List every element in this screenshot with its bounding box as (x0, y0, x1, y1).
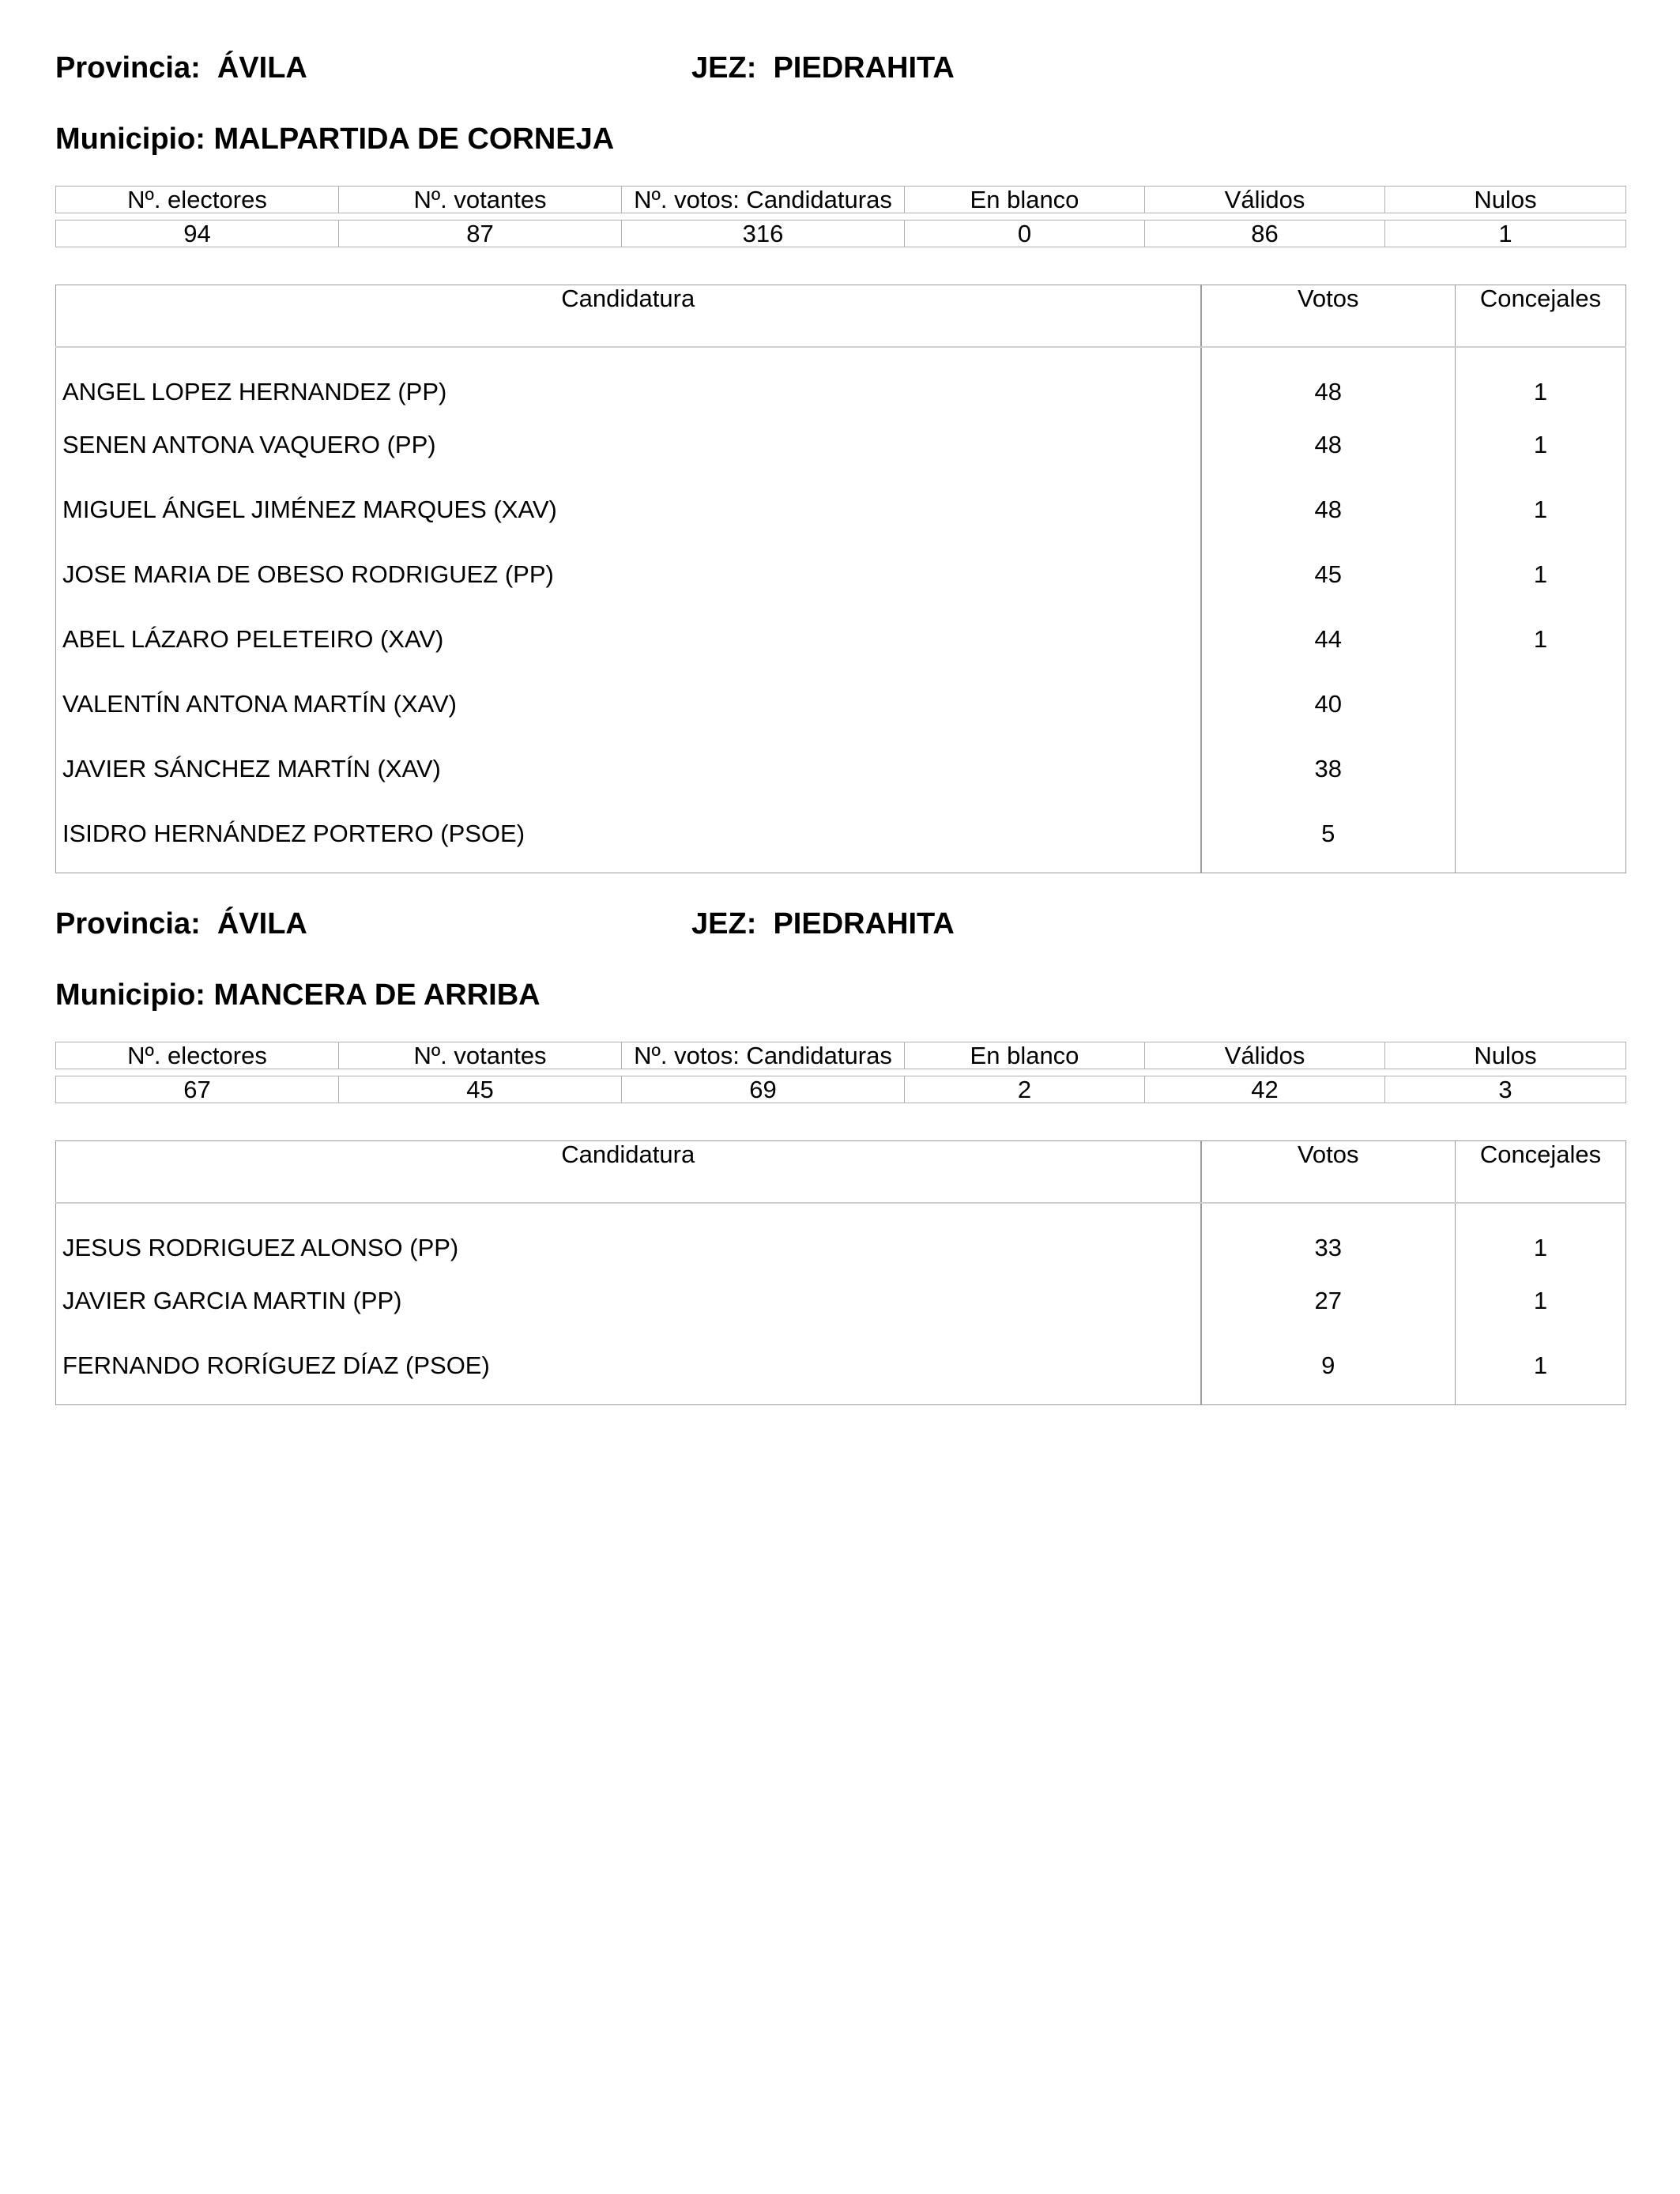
candidate-votes: 48 (1201, 347, 1456, 413)
candidate-concejales: 1 (1533, 625, 1548, 653)
candidatura-header: Candidatura (56, 285, 1201, 348)
summary-value-cell: 87 (339, 221, 622, 247)
summary-table (55, 1042, 1626, 1103)
municipality-section-1 (55, 47, 1625, 869)
summary-header-cell: Nº. votantes (339, 1042, 622, 1069)
votos-header: Votos (1201, 1141, 1456, 1204)
municipality-section-2 (55, 903, 1625, 1409)
candidate-name: ISIDRO HERNÁNDEZ PORTERO (PSOE) (56, 801, 1201, 873)
candidate-name: ABEL LÁZARO PELETEIRO (XAV) (56, 607, 1201, 672)
candidate-row (56, 1203, 1626, 1269)
summary-value-cell: 3 (1385, 1076, 1626, 1103)
summary-header-cell: Nº. votos: Candidaturas (622, 1042, 905, 1069)
summary-gap-row (56, 213, 1626, 221)
candidate-row (56, 1333, 1626, 1405)
candidate-name: VALENTÍN ANTONA MARTÍN (XAV) (56, 672, 1201, 737)
concejales-header: Concejales (1456, 285, 1626, 348)
summary-value-cell: 69 (622, 1076, 905, 1103)
summary-table (55, 186, 1626, 247)
candidates-table (55, 1140, 1626, 1405)
summary-value-cell: 94 (56, 221, 339, 247)
candidate-name: JAVIER SÁNCHEZ MARTÍN (XAV) (56, 737, 1201, 801)
summary-header-cell: Nº. electores (56, 1042, 339, 1069)
concejales-header: Concejales (1456, 1141, 1626, 1204)
candidate-name: SENEN ANTONA VAQUERO (PP) (56, 413, 1201, 477)
summary-value-cell: 42 (1145, 1076, 1385, 1103)
candidate-votes: 38 (1201, 737, 1456, 801)
candidate-concejales (1456, 737, 1626, 801)
summary-header-cell: En blanco (905, 187, 1145, 213)
jez-heading: JEZ: PIEDRAHITA (691, 907, 955, 941)
candidates-table (55, 285, 1626, 873)
candidate-row (56, 542, 1626, 607)
candidate-row (56, 477, 1626, 542)
candidate-row (56, 672, 1626, 737)
summary-value-cell: 67 (56, 1076, 339, 1103)
candidate-votes: 9 (1201, 1333, 1456, 1405)
candidate-concejales: 1 (1533, 560, 1548, 588)
candidate-name: JESUS RODRIGUEZ ALONSO (PP) (56, 1203, 1201, 1269)
municipio-heading: Municipio: MALPARTIDA DE CORNEJA (55, 123, 615, 156)
summary-header-cell: En blanco (905, 1042, 1145, 1069)
candidate-votes: 40 (1201, 672, 1456, 737)
candidate-concejales (1456, 801, 1626, 873)
candidate-name: JAVIER GARCIA MARTIN (PP) (56, 1269, 1201, 1333)
candidate-concejales: 1 (1533, 496, 1548, 523)
summary-header-cell: Válidos (1145, 1042, 1385, 1069)
candidate-votes: 48 (1201, 477, 1456, 542)
candidate-concejales: 1 (1533, 378, 1548, 405)
candidate-name: FERNANDO RORÍGUEZ DÍAZ (PSOE) (56, 1333, 1201, 1405)
summary-value-cell: 45 (339, 1076, 622, 1103)
candidate-row (56, 413, 1626, 477)
summary-header-cell: Nulos (1385, 1042, 1626, 1069)
candidate-concejales (1456, 672, 1626, 737)
candidate-row (56, 737, 1626, 801)
candidate-name: JOSE MARIA DE OBESO RODRIGUEZ (PP) (56, 542, 1201, 607)
municipio-heading: Municipio: MANCERA DE ARRIBA (55, 978, 541, 1012)
candidates-header-row (56, 1141, 1626, 1204)
candidate-concejales: 1 (1533, 1351, 1548, 1379)
candidate-votes: 27 (1201, 1269, 1456, 1333)
candidate-name: ANGEL LOPEZ HERNANDEZ (PP) (56, 347, 1201, 413)
votos-header: Votos (1201, 285, 1456, 348)
summary-value-cell: 1 (1385, 221, 1626, 247)
candidate-votes: 44 (1201, 607, 1456, 672)
summary-header-row (56, 1042, 1626, 1069)
candidate-row (56, 607, 1626, 672)
summary-value-cell: 2 (905, 1076, 1145, 1103)
candidate-concejales: 1 (1533, 1287, 1548, 1314)
candidate-name: MIGUEL ÁNGEL JIMÉNEZ MARQUES (XAV) (56, 477, 1201, 542)
candidate-row (56, 347, 1626, 413)
candidate-concejales: 1 (1533, 1234, 1548, 1261)
summary-value-cell: 86 (1145, 221, 1385, 247)
candidate-votes: 5 (1201, 801, 1456, 873)
candidate-row (56, 801, 1626, 873)
summary-header-cell: Nº. votos: Candidaturas (622, 187, 905, 213)
candidatura-header: Candidatura (56, 1141, 1201, 1204)
provincia-heading: Provincia: ÁVILA (55, 51, 307, 85)
summary-header-row (56, 187, 1626, 213)
candidate-votes: 48 (1201, 413, 1456, 477)
summary-header-cell: Nº. electores (56, 187, 339, 213)
summary-header-cell: Nulos (1385, 187, 1626, 213)
candidates-header-row (56, 285, 1626, 348)
summary-value-row (56, 1076, 1626, 1103)
provincia-heading: Provincia: ÁVILA (55, 907, 307, 941)
candidate-votes: 45 (1201, 542, 1456, 607)
candidate-concejales: 1 (1533, 431, 1548, 458)
candidate-row (56, 1269, 1626, 1333)
summary-value-cell: 0 (905, 221, 1145, 247)
summary-value-cell: 316 (622, 221, 905, 247)
jez-heading: JEZ: PIEDRAHITA (691, 51, 955, 85)
summary-value-row (56, 221, 1626, 247)
summary-header-cell: Nº. votantes (339, 187, 622, 213)
summary-header-cell: Válidos (1145, 187, 1385, 213)
summary-gap-row (56, 1069, 1626, 1076)
candidate-votes: 33 (1201, 1203, 1456, 1269)
